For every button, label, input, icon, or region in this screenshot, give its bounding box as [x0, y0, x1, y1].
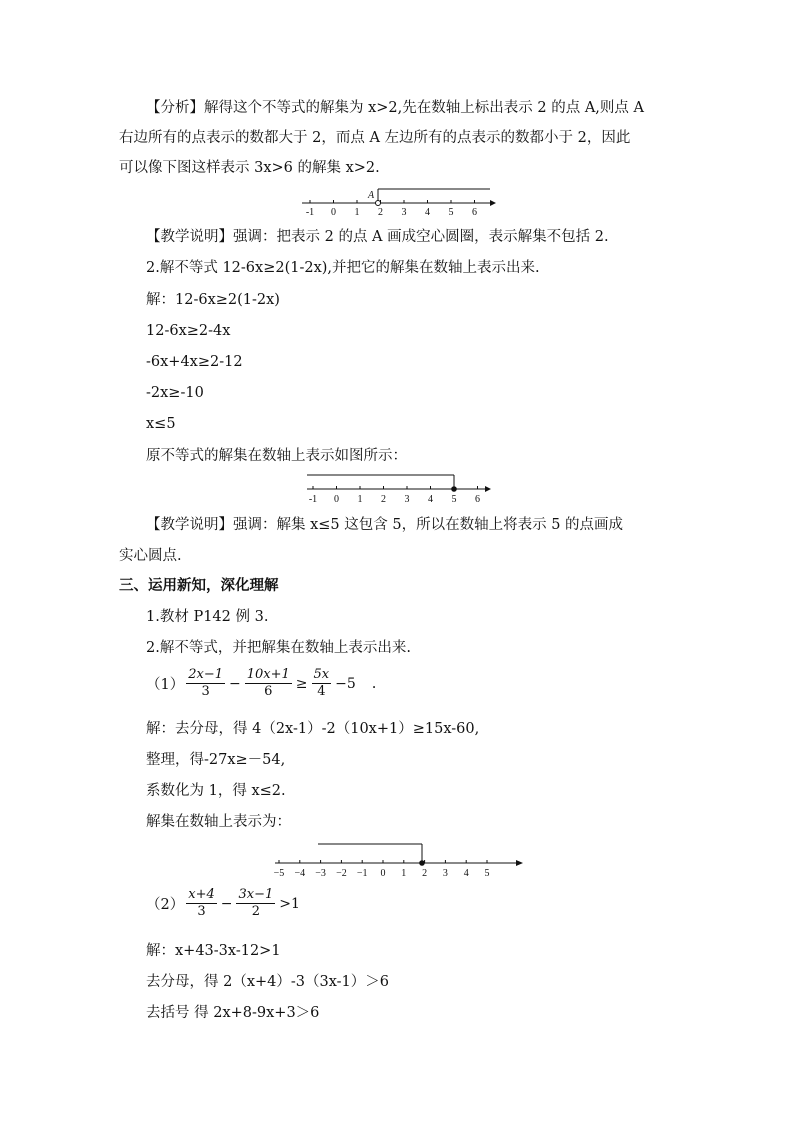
teaching-note-1: 【教学说明】强调：把表示 2 的点 A 画成空心圆圈，表示解集不包括 2.	[146, 229, 609, 245]
expr1-frac-3: $\frac{5x}{4}$	[313, 667, 330, 699]
tick-label: 6	[475, 494, 480, 505]
e1-step-2: 整理，得-27x≥－54,	[146, 752, 286, 768]
e1-step-3: 系数化为 1，得 x≤2.	[146, 783, 286, 799]
tick-label: −4	[294, 868, 306, 879]
tick-label: 5	[484, 868, 490, 879]
section-heading: 三、运用新知，深化理解	[119, 578, 279, 594]
tick-label: 2	[422, 868, 428, 879]
open-point-a	[376, 201, 381, 206]
figure-caption: 原不等式的解集在数轴上表示如图所示：	[146, 448, 407, 464]
analysis-line-3: 可以像下图这样表示 3x>6 的解集 x>2.	[119, 160, 380, 176]
expression-2: （2） $\frac{x+4}{3}$ − $\frac{3x-1}{2}$ >1	[146, 887, 300, 919]
expr2-frac-1: $\frac{x+4}{3}$	[188, 887, 215, 919]
expr2-label: （2）	[146, 897, 185, 913]
expr1-frac-1: $\frac{2x-1}{3}$	[188, 667, 224, 699]
tick-label: 1	[357, 494, 363, 505]
tick-label: 0	[380, 868, 386, 879]
tick-label: 1	[401, 868, 407, 879]
exercise-2: 2.解不等式，并把解集在数轴上表示出来.	[146, 640, 411, 656]
tick-label: 6	[472, 207, 477, 218]
tick-label: −2	[336, 868, 347, 879]
teaching-note-2-line-2: 实心圆点.	[119, 548, 182, 564]
tick-label: 2	[378, 207, 383, 218]
number-line-2	[303, 472, 503, 506]
number-line-1	[298, 186, 498, 218]
tick-label: 5	[448, 207, 454, 218]
tick-label: 1	[354, 207, 360, 218]
expr1-frac-2: $\frac{10x+1}{6}$	[246, 667, 290, 699]
step-4: -2x≥-10	[146, 385, 204, 401]
tick-label: 3	[442, 868, 448, 879]
tick-label: 0	[331, 207, 336, 218]
analysis-line-1: 【分析】解得这个不等式的解集为 x>2,先在数轴上标出表示 2 的点 A,则点 A	[146, 100, 644, 116]
tick-label: 4	[428, 494, 433, 505]
exercise-1: 1.教材 P142 例 3.	[146, 609, 269, 625]
step-2: 12-6x≥2-4x	[146, 323, 231, 339]
tick-label: −5	[273, 868, 285, 879]
point-label-a: A	[368, 190, 375, 201]
tick-label: 3	[404, 494, 410, 505]
step-5: x≤5	[146, 416, 176, 432]
solid-point-2	[419, 860, 425, 866]
analysis-line-2: 右边所有的点表示的数都大于 2，而点 A 左边所有的点表示的数都小于 2，因此	[119, 130, 631, 146]
tick-label: 2	[381, 494, 386, 505]
tick-label: -1	[305, 207, 315, 218]
tick-label: −1	[356, 868, 368, 879]
solid-point-5	[451, 486, 457, 492]
step-1: 解：12-6x≥2(1-2x)	[146, 292, 280, 308]
tick-label: 4	[425, 207, 430, 218]
expression-1: （1） $\frac{2x-1}{3}$ − $\frac{10x+1}{6}$ ≥ $\frac{5x}{4}$ −5 .	[146, 667, 377, 699]
tick-label: 5	[451, 494, 457, 505]
e2-step-2: 去分母，得 2（x+4）-3（3x-1）＞6	[146, 974, 390, 990]
e2-step-3: 去括号 得 2x+8-9x+3＞6	[146, 1005, 320, 1021]
tick-label: -1	[308, 494, 318, 505]
e1-step-1: 解：去分母，得 4（2x-1）-2（10x+1）≥15x-60,	[146, 721, 480, 737]
teaching-note-2-line-1: 【教学说明】强调：解集 x≤5 这包含 5，所以在数轴上将表示 5 的点画成	[146, 517, 624, 533]
tick-label: 3	[401, 207, 407, 218]
number-line-3	[270, 840, 530, 880]
expr1-label: （1）	[146, 677, 185, 693]
tick-label: 4	[463, 868, 469, 879]
tick-label: 0	[334, 494, 339, 505]
tick-label: −3	[315, 868, 326, 879]
step-3: -6x+4x≥2-12	[146, 354, 243, 370]
problem-2: 2.解不等式 12-6x≥2(1-2x),并把它的解集在数轴上表示出来.	[146, 260, 540, 276]
e1-step-4: 解集在数轴上表示为：	[146, 814, 291, 830]
expr2-frac-2: $\frac{3x-1}{2}$	[238, 887, 274, 919]
e2-step-1: 解：x+43-3x-12>1	[146, 943, 281, 959]
